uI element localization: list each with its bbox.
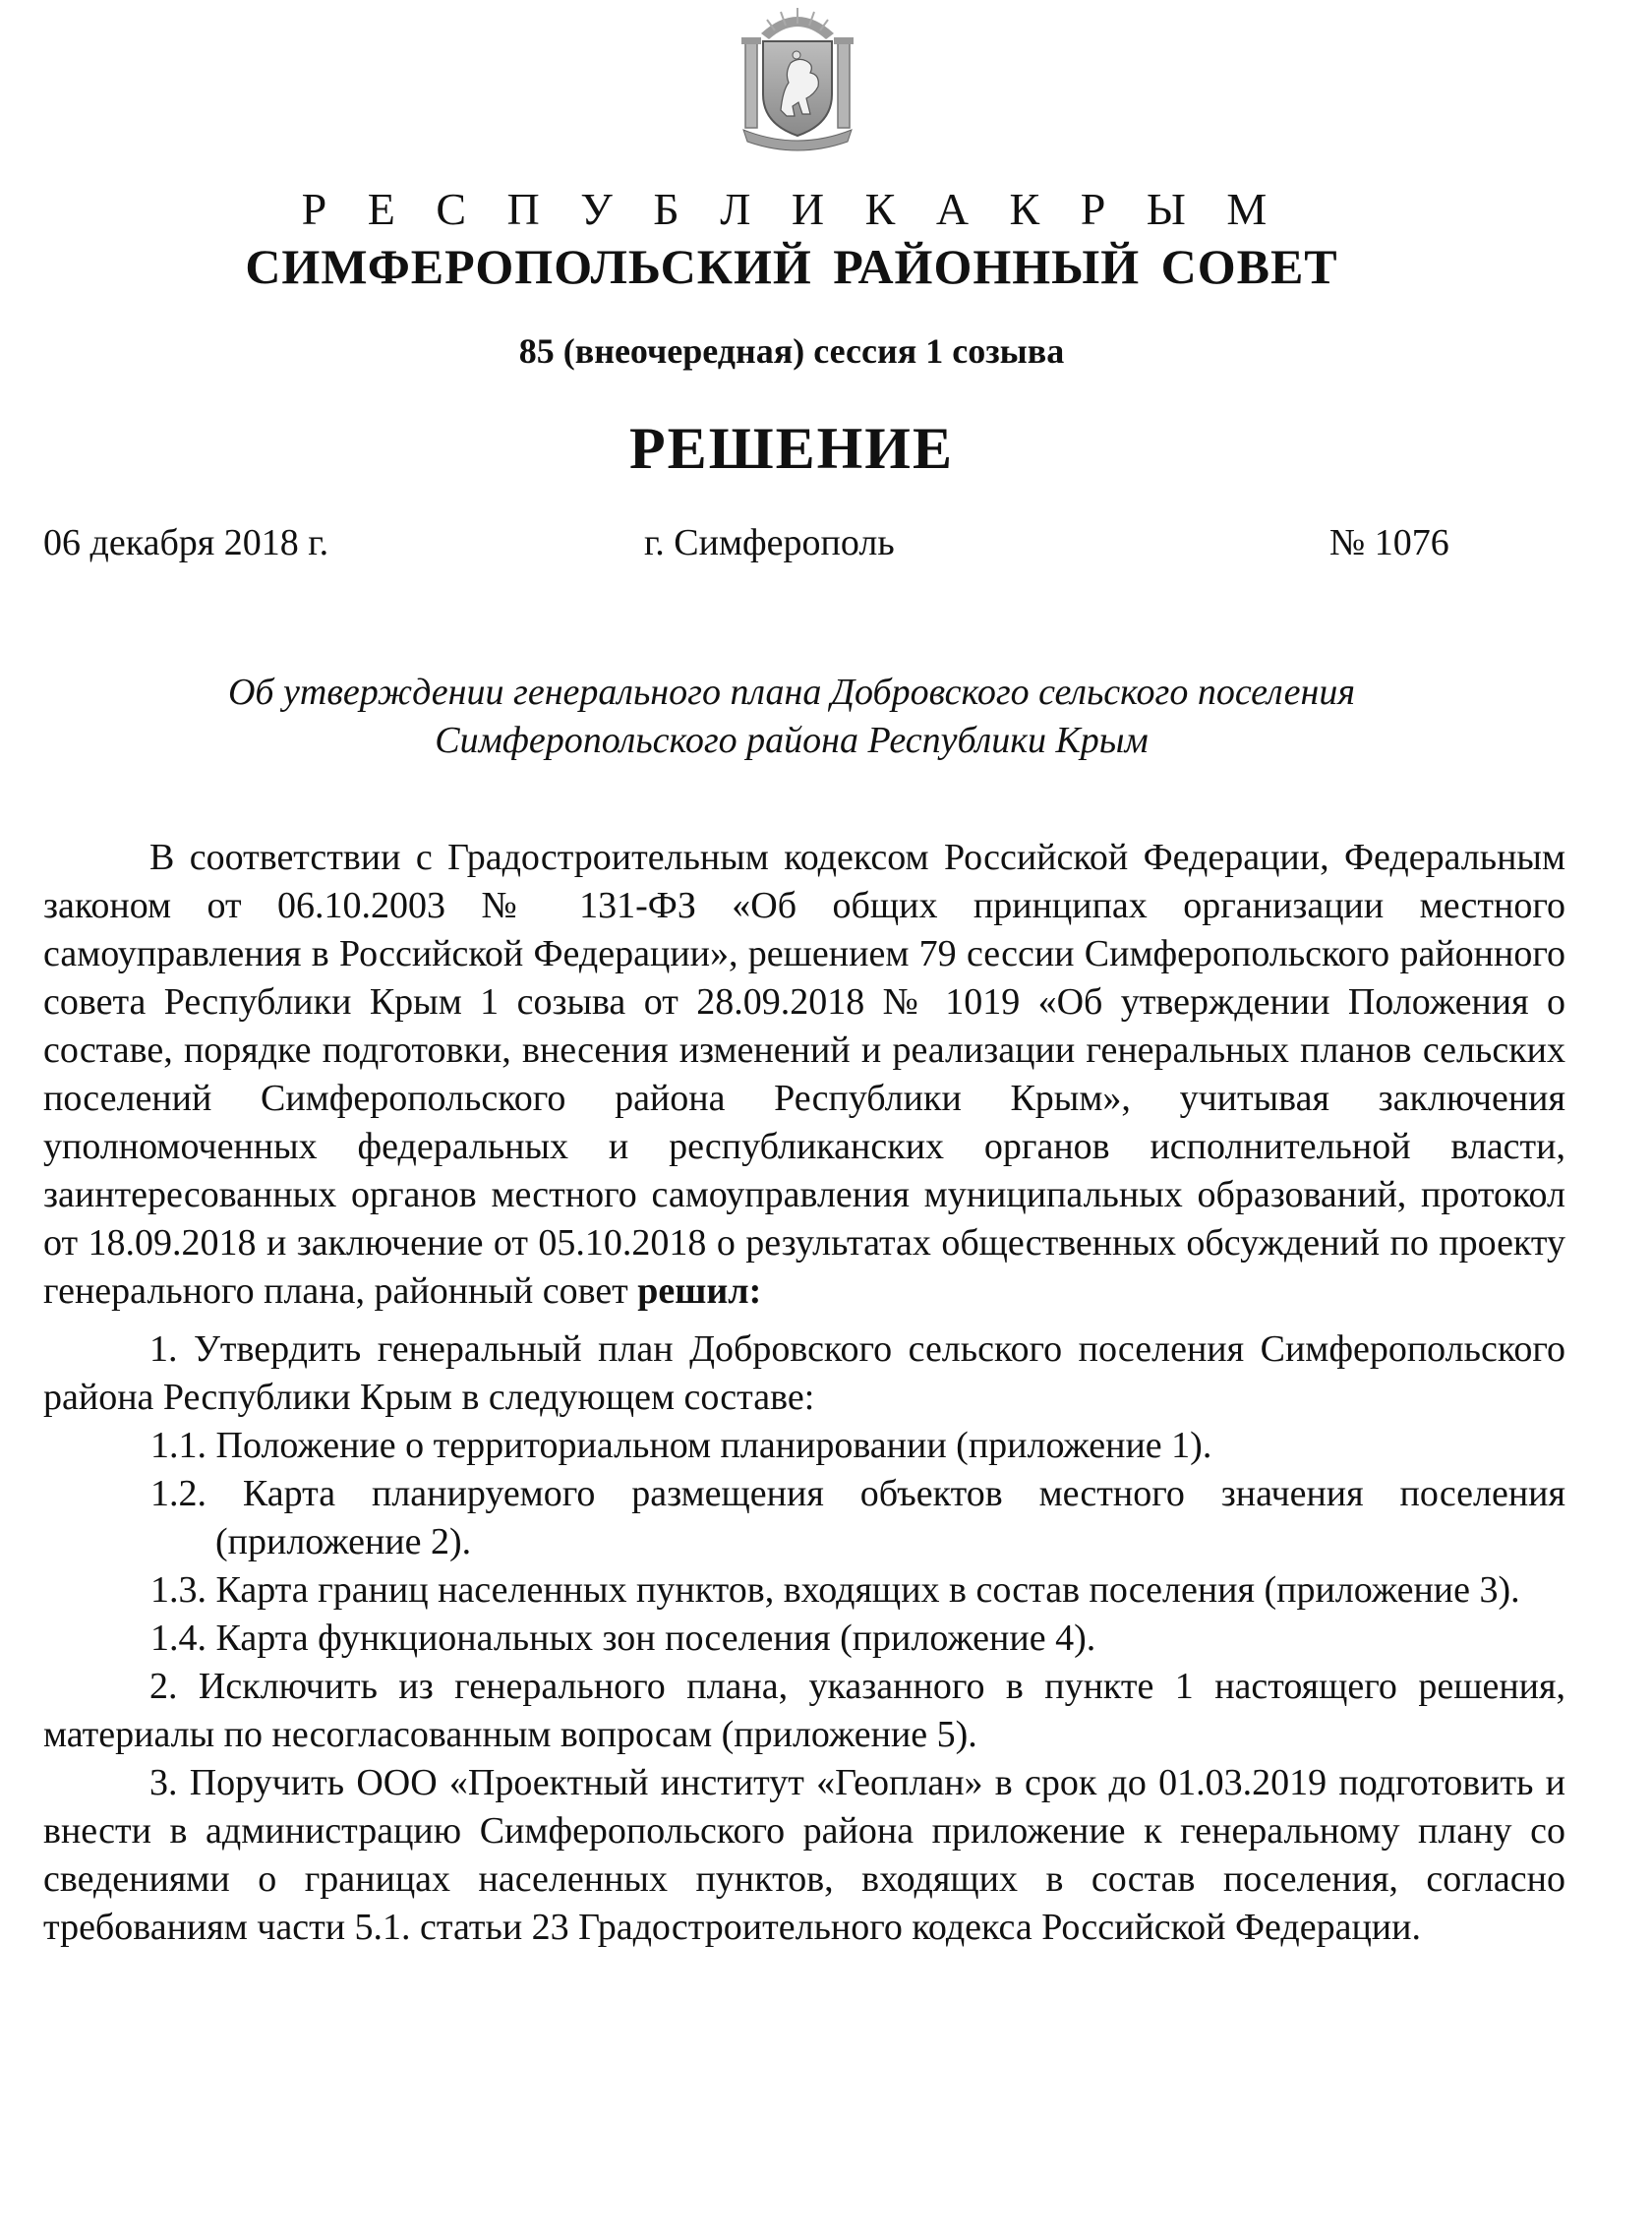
document-number: № 1076 [1329, 522, 1449, 563]
resolved-word: решил: [637, 1270, 762, 1312]
clause-1-4: 1.4. Карта функциональных зон поселения (приложение 4). [150, 1618, 1096, 1659]
preamble-paragraph [43, 834, 1565, 1316]
clause-2: 2. Исключить из генерального плана, указанного в пункте 1 настоящего решения, материалы по несогласованным вопросам (приложение 5). [43, 1666, 1565, 1755]
subject-line-1: Об утверждении генерального плана Добровского сельского поселения [227, 672, 1355, 713]
document-city: г. Симферополь [644, 522, 895, 563]
document-body [43, 834, 1565, 1952]
crimea-coat-of-arms-icon [732, 4, 863, 151]
council-title: СИМФЕРОПОЛЬСКИЙ РАЙОННЫЙ СОВЕТ [245, 239, 1338, 294]
clause-3: 3. Поручить ООО «Проектный институт «Геоплан» в срок до 01.03.2019 подготовить и внести в администрацию Симферопольского района приложение к генеральному плану со сведениями о границах населенных пунктов, входящих в состав поселения, согласно требованиям части 5.1. статьи 23 Градостроительного кодекса Российской Федерации. [43, 1762, 1565, 1948]
session-label: 85 (внеочередная) сессия 1 созыва [518, 331, 1065, 371]
clause-1-1: 1.1. Положение о территориальном планировании (приложение 1). [150, 1425, 1212, 1466]
preamble-text: В соответствии с Градостроительным кодексом Российской Федерации, Федеральным законом от 06.10.2003 № 131-ФЗ «Об общих принципах организации местного самоуправления в Российской Федерации», решением 79 сессии Симферопольского районного совета Республики Крым 1 созыва от 28.09.2018 № 1019 «Об утверждении Положения о составе, порядке подготовки, внесения изменений и реализации генеральных планов сельских поселений Симферопольского района Республики Крым», учитывая заключения уполномоченных федеральных и республиканских органов исполнительной власти, заинтересованных органов местного самоуправления муниципальных образований, протокол от 18.09.2018 и заключение от 05.10.2018 о результатах общественных обсуждений по проекту генерального плана, районный совет [43, 837, 1565, 1312]
document-subject [98, 669, 1485, 765]
republic-title: Р Е С П У Б Л И К А К Р Ы М [301, 184, 1282, 234]
document-type-title: РЕШЕНИЕ [629, 416, 954, 481]
subject-line-2: Симферопольского района Республики Крым [435, 720, 1149, 761]
clause-1-2: 1.2. Карта планируемого размещения объектов местного значения поселения (приложение 2). [150, 1473, 1565, 1562]
clause-1-3: 1.3. Карта границ населенных пунктов, входящих в состав поселения (приложение 3). [150, 1569, 1520, 1611]
document-date: 06 декабря 2018 г. [43, 522, 329, 563]
clause-1: 1. Утвердить генеральный план Добровского сельского поселения Симферопольского района Республики Крым в следующем составе: [43, 1328, 1565, 1418]
